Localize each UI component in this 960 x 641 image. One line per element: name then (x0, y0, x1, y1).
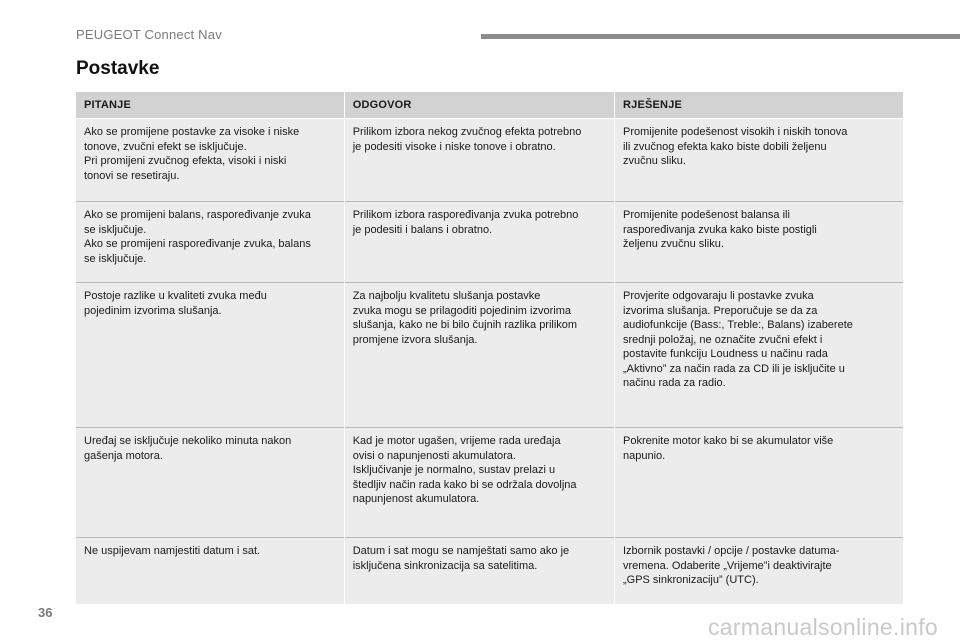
solution-cell: Izbornik postavki / opcije / postavke datuma- vremena. Odaberite „Vrijeme”i deaktivirajte „GPS sinkronizaciju” (UTC). (614, 538, 903, 604)
table-row (76, 428, 904, 538)
table-header-row (76, 92, 904, 119)
question-cell: Ako se promijene postavke za visoke i niske tonove, zvučni efekt se isključuje. Pri promijeni zvučnog efekta, visoki i niski tonovi se resetiraju. (76, 119, 344, 202)
page-title: Postavke (76, 58, 160, 79)
question-cell: Postoje razlike u kvaliteti zvuka među pojedinim izvorima slušanja. (76, 283, 344, 428)
solution-cell: Promijenite podešenost balansa ili raspoređivanja zvuka kako biste postigli željenu zvučnu sliku. (614, 202, 903, 283)
header-bar (481, 34, 960, 39)
question-cell: Ako se promijeni balans, raspoređivanje zvuka se isključuje. Ako se promijeni raspoređivanje zvuka, balans se isključuje. (76, 202, 344, 283)
column-header-solution: RJEŠENJE (614, 92, 903, 119)
solution-cell: Pokrenite motor kako bi se akumulator više napunio. (614, 428, 903, 538)
column-header-question: PITANJE (76, 92, 344, 119)
faq-table (76, 92, 904, 604)
answer-cell: Kad je motor ugašen, vrijeme rada uređaja ovisi o napunjenosti akumulatora. Isključivanje je normalno, sustav prelazi u štedljiv način rada kako bi se održala dovoljna napunjenost akumulatora. (344, 428, 614, 538)
answer-cell: Za najbolju kvalitetu slušanja postavke zvuka mogu se prilagoditi pojedinim izvorima slušanja, kako ne bi bilo čujnih razlika prilikom promjene izvora slušanja. (344, 283, 614, 428)
column-header-answer: ODGOVOR (344, 92, 614, 119)
table-row (76, 202, 904, 283)
solution-cell: Provjerite odgovaraju li postavke zvuka izvorima slušanja. Preporučuje se da za audiofunkcije (Bass:, Treble:, Balans) izaberete srednji položaj, ne označite zvučni efekt i postavite funkciju Loudness u načinu rada „Aktivno” za način rada za CD ili je isključite u načinu rada za radio. (614, 283, 903, 428)
header-title: PEUGEOT Connect Nav (76, 27, 222, 42)
table-row (76, 283, 904, 428)
page-number: 36 (38, 605, 53, 620)
question-cell: Ne uspijevam namjestiti datum i sat. (76, 538, 344, 604)
table-row (76, 538, 904, 604)
answer-cell: Datum i sat mogu se namještati samo ako je isključena sinkronizacija sa satelitima. (344, 538, 614, 604)
question-cell: Uređaj se isključuje nekoliko minuta nakon gašenja motora. (76, 428, 344, 538)
solution-cell: Promijenite podešenost visokih i niskih tonova ili zvučnog efekta kako biste dobili željenu zvučnu sliku. (614, 119, 903, 202)
table-row (76, 119, 904, 202)
answer-cell: Prilikom izbora nekog zvučnog efekta potrebno je podesiti visoke i niske tonove i obratno. (344, 119, 614, 202)
watermark: carmanualsonline.info (707, 614, 938, 640)
answer-cell: Prilikom izbora raspoređivanja zvuka potrebno je podesiti i balans i obratno. (344, 202, 614, 283)
